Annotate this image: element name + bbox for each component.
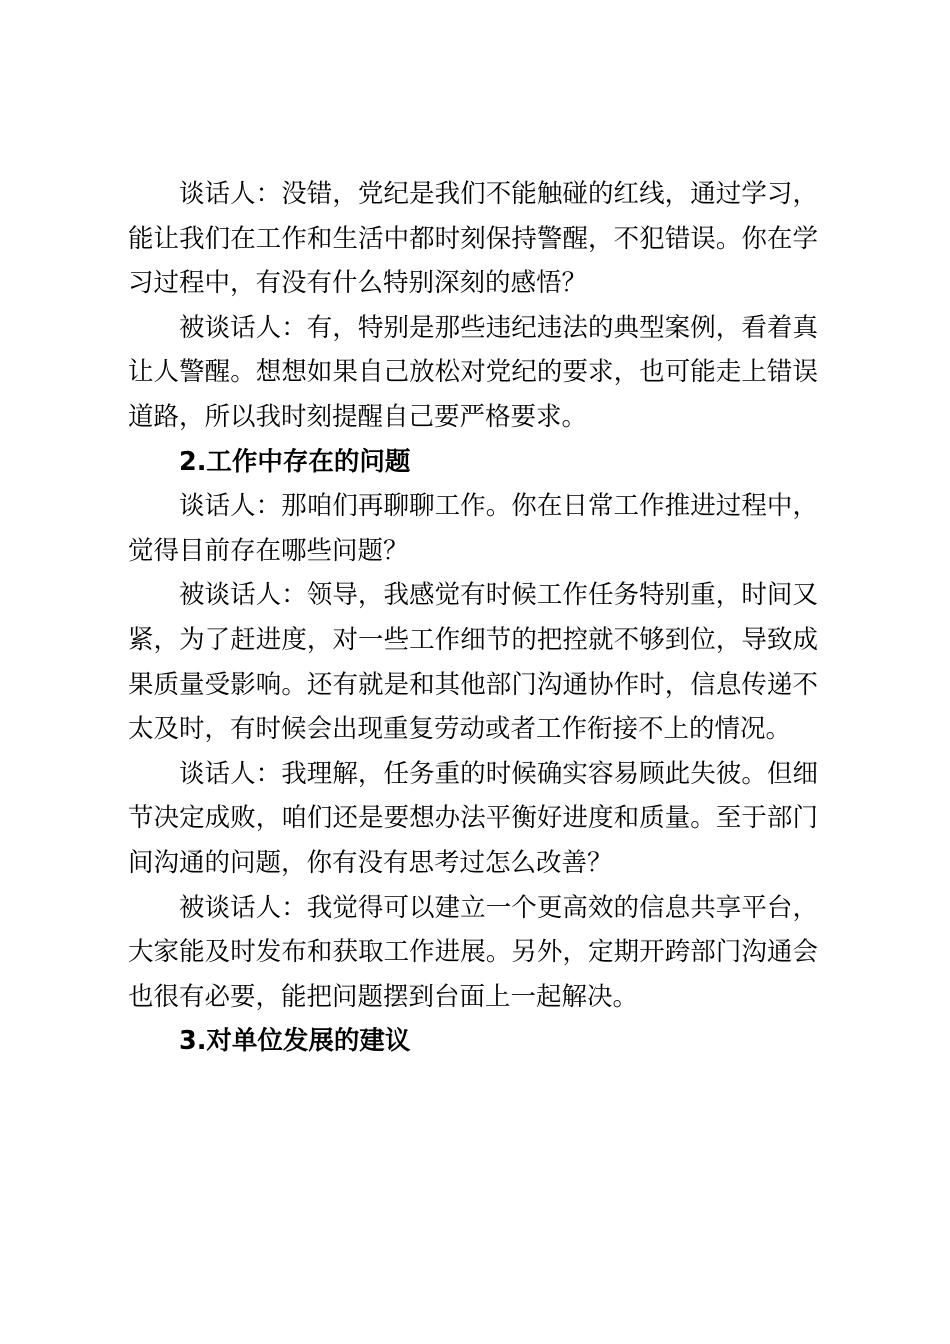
section-heading-suggestions: 3.对单位发展的建议 (179, 1026, 411, 1057)
paragraph-talker-party-discipline: 谈话人：没错，党纪是我们不能触碰的红线，通过学习，能让我们在工作和生活中都时刻保持警醒，不犯错误。你在学习过程中，有没有什么特别深刻的感悟？ (128, 179, 818, 299)
paragraph-talker-balance-quality: 谈话人：我理解，任务重的时候确实容易顾此失彼。但细节决定成败，咱们还是要想办法平衡好进度和质量。至于部门间沟通的问题，你有没有思考过怎么改善？ (128, 758, 818, 878)
paragraph-interviewee-work-problems: 被谈话人：领导，我感觉有时候工作任务特别重，时间又紧，为了赶进度，对一些工作细节的把控就不够到位，导致成果质量受影响。还有就是和其他部门沟通协作时，信息传递不太及时，有时候会出现重复劳动或者工作衔接不上的情况。 (128, 580, 818, 745)
paragraph-talker-work-question: 谈话人：那咱们再聊聊工作。你在日常工作推进过程中，觉得目前存在哪些问题？ (128, 491, 818, 566)
document-body (128, 172, 818, 1064)
paragraph-interviewee-communication: 被谈话人：我觉得可以建立一个更高效的信息共享平台，大家能及时发布和获取工作进展。另外，定期开跨部门沟通会也很有必要，能把问题摆到台面上一起解决。 (128, 892, 818, 1012)
paragraph-interviewee-party-discipline: 被谈话人：有，特别是那些违纪违法的典型案例，看着真让人警醒。想想如果自己放松对党纪的要求，也可能走上错误道路，所以我时刻提醒自己要严格要求。 (128, 312, 818, 432)
section-heading-work-problems: 2.工作中存在的问题 (179, 446, 411, 477)
